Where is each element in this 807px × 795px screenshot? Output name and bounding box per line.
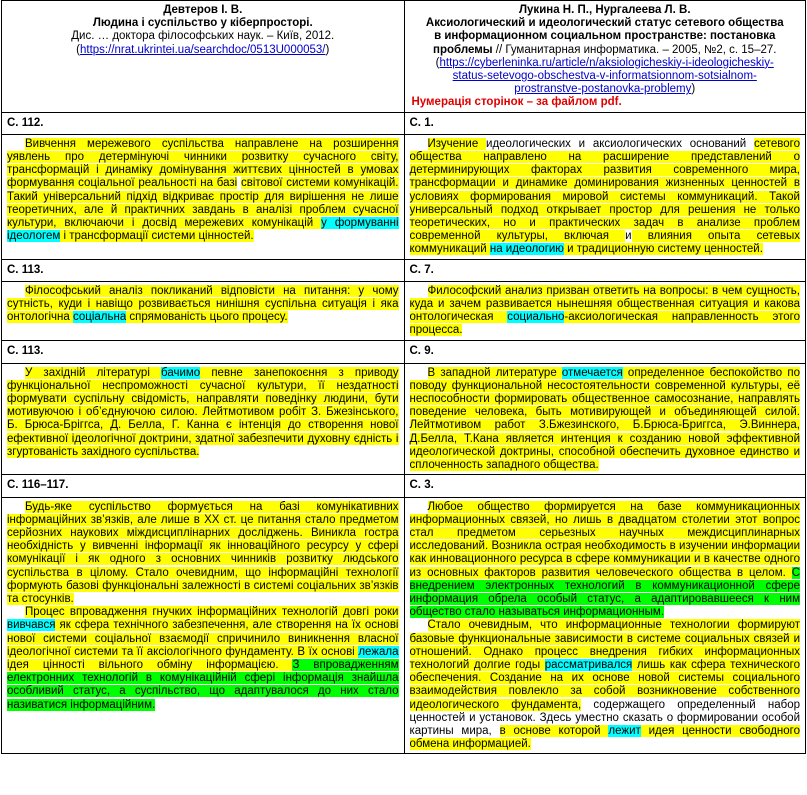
comparison-table bbox=[1, 0, 806, 754]
text-fragment: бачимо bbox=[161, 366, 201, 379]
left-text-cell bbox=[2, 281, 405, 341]
right-source: // Гуманитарная информатика. – 2005, №2, с. 15–27. bbox=[492, 43, 777, 56]
text-fragment: С внедрением электронных технологий в коммуникационной сфере информация обрела особый статус, а адаптировавшееся к ним общество стало называться информационным. bbox=[409, 566, 800, 619]
text-row bbox=[2, 134, 806, 259]
text-fragment: в основе которой bbox=[499, 724, 609, 737]
left-page-label: С. 113. bbox=[2, 341, 405, 363]
right-header-cell: Лукина Н. П., Нургалеева Л. В. Аксиологический и идеологический статус сетевого общества в информационном социальном пространстве: постановка проблемы // Гуманитарная информатика. – 2005, №2, с. 15–27. (https://cyberleninka.ru/article/n/aksiologicheskiy-i-ideologicheskiy- status-setevogo-obschestva-v-informatsionnom-sotsialnom- prostranstve-postanovka-problemy) Нумерація сторінок – за файлом pdf. bbox=[404, 1, 806, 113]
text-fragment: В западной литературе bbox=[427, 366, 562, 379]
text-fragment: и bbox=[625, 230, 632, 243]
page-row bbox=[2, 259, 806, 281]
text-fragment: отмечается bbox=[561, 366, 623, 379]
left-page-label: С. 113. bbox=[2, 259, 405, 281]
left-text-cell bbox=[2, 134, 405, 259]
text-fragment: Будь-яке суспільство формується на базі комунікативних інформаційних зв’язків, але лише в XX ст. це питання стало предметом серйозних наукових міждисциплінарних досліджень. Виникла гостра необхідність у вивченні інформації як інноваційного ресурсу у сфері комунікації і як одного з основних чинників розвитку людського суспільства в цілому. Стало очевидним, що інформаційні технології формують базові функціональні залежності в системі соціальних зв’язків та стосунків. bbox=[7, 500, 399, 605]
text-fragment: Такий універсальний підхід відкриває простір для вирішення не лише теоретичних, але й практичних завдань в аналізі проблем сучасної культури, включаючи і досвід мережевих комунікацій bbox=[7, 190, 399, 230]
text-fragment: систему ценностей. bbox=[657, 243, 763, 256]
text-fragment: рассматривался bbox=[544, 658, 633, 671]
text-fragment: соціальної реальності на базі bbox=[78, 177, 238, 190]
text-fragment: світової системи комунікацій. bbox=[240, 177, 399, 190]
right-title-3: проблемы bbox=[433, 43, 493, 56]
text-fragment: Любое общество формируется на базе коммуникационных информационных связей, но лишь в двадцатом столетии этот вопрос стал предметом серьезных научных междисциплинарных исследований. Возникла острая необходимость в изучении информации как инновационного ресурса в сфере коммуникации и в качестве одного из основных факторов развития человеческого общества в целом. bbox=[409, 500, 800, 579]
left-title: Людина і суспільство у кіберпросторі. bbox=[92, 17, 313, 30]
text-fragment: вивчався bbox=[7, 619, 56, 632]
text-fragment: Процес впровадження гнучких інформаційних технологій довгі роки bbox=[25, 606, 399, 619]
text-fragment: у формуванні ідеологем bbox=[7, 217, 399, 243]
right-author: Лукина Н. П., Нургалеева Л. В. bbox=[518, 4, 691, 16]
page-row bbox=[2, 112, 806, 134]
text-fragment: певне занепокоєння з приводу функціональної неспроможності сучасної культури, її нездатності формувати суспільну свідомість, направляти поведінку людини, бути мотивуючою і об’єднуючою силою. Лейтмотивом робіт З. Бжезінського, Б. Брюса-Бріггса, Д. Белла, Г. Канна є інтенція до створення нової ефективної ідеологічної доктрини, здатної забезпечити духовну єдність і згуртованість західного суспільства. bbox=[7, 366, 399, 458]
text-fragment: Изучение bbox=[427, 137, 487, 150]
text-fragment: Стало очевидным, что информационные технологии формируют базовые функциональные зависимости в системе социальных связей и отношений. bbox=[409, 619, 800, 658]
text-fragment: лишь как сфера технического обеспечения. Создание на их основе новой системы социального взаимодействия повлекло за собой возникновение собственного идеологического фундамента, bbox=[409, 658, 800, 711]
right-title-2: в информационном социальном пространстве: постановка bbox=[434, 30, 776, 43]
text-fragment: Однако процесс внедрения гибких информационных технологий долгие годы bbox=[409, 645, 800, 671]
right-source-link-1[interactable]: https://cyberleninka.ru/article/n/aksiologicheskiy-i-ideologicheskiy- bbox=[439, 56, 774, 69]
right-title-1: Аксиологический и идеологический статус сетевого общества bbox=[425, 17, 784, 30]
left-desc: Дис. … доктора філософських наук. – Київ, 2012. bbox=[71, 30, 335, 43]
text-fragment: социально bbox=[507, 311, 565, 324]
right-text-cell bbox=[404, 281, 806, 341]
text-fragment: идея ценности свободного обмена информацией. bbox=[409, 724, 800, 751]
left-source-link[interactable]: https://nrat.ukrintei.ua/searchdoc/0513U000053/ bbox=[80, 43, 326, 56]
right-page-label: С. 1. bbox=[404, 112, 806, 134]
text-fragment: ідея цінності вільного обміну інформацією. bbox=[7, 658, 293, 671]
page-row bbox=[2, 475, 806, 497]
text-row bbox=[2, 497, 806, 754]
left-author: Девтеров І. В. bbox=[163, 4, 243, 16]
text-fragment: Філософський аналіз покликаний відповісти на питання: у чому сутність, куди і навіщо розвивається нинішня суспільна ситуація і яка онтологічна bbox=[7, 284, 399, 324]
right-source-link-3[interactable]: prostranstve-postanovka-problemy bbox=[514, 83, 692, 96]
left-text-cell bbox=[2, 497, 405, 754]
right-text-cell bbox=[404, 363, 806, 475]
text-fragment: спрямованість цього процесу. bbox=[126, 311, 288, 324]
right-page-label: С. 7. bbox=[404, 259, 806, 281]
page-row bbox=[2, 341, 806, 363]
left-text-cell bbox=[2, 363, 405, 475]
text-fragment: общества направлено на расширение представлений о детерминирующих факторах развития современного мира, трансформации и динамике доминирования жизненных ценностей в условиях формирования мировой системы коммуникаций. Такой универсальный подход открывает простор для решения не только теоретических, но и практических задач в анализе проблем современной культуры, включая bbox=[409, 151, 800, 243]
text-fragment: і трансформації системи цінностей. bbox=[60, 230, 254, 243]
text-fragment: идеологических и аксиологических оснований bbox=[486, 137, 754, 150]
text-fragment: содержащего определенный набор ценностей и установок. Здесь уместно сказать о формировании особой картины мира, bbox=[409, 698, 800, 737]
text-fragment: як сфера технічного забезпечення, але створення на їх основі нової системи соціальної взаємодії спричинило виникнення власної ідеологічної системи та її аксіологічного фундаменту. В їх основі bbox=[7, 619, 399, 658]
text-fragment: З впровадженням електронних технологій в комунікаційній сфері інформація знайшла особливий статус, а суспільство, що адаптувалося до них стало називатися інформаційним. bbox=[7, 658, 399, 711]
text-fragment: Философский анализ призван ответить на вопросы: в чем сущность, куда и зачем развивается нынешняя общественная ситуация и какова онтологическая bbox=[409, 284, 800, 324]
right-page-label: С. 9. bbox=[404, 341, 806, 363]
text-row bbox=[2, 363, 806, 475]
left-header-cell: Девтеров І. В. Людина і суспільство у кіберпросторі. Дис. … доктора філософських наук. – Київ, 2012. (https://nrat.ukrintei.ua/searchdoc/0513U000053/) bbox=[2, 1, 405, 113]
text-fragment: определенное беспокойство по поводу функциональной несостоятельности современной культуры, её неспособности формировать общественное самосознание, направлять поведение человека, быть мотивирующей и объединяющей силой. Лейтмотивом работ З.Бжезинского, Б.Брюса-Бриггса, Э.Виннера, Д.Белла, Т.Кана является интенция к созданию новой эффективной идеологической доктрины, способной обеспечить духовное единство и сплоченность западного общества. bbox=[409, 366, 800, 472]
text-row bbox=[2, 281, 806, 341]
text-fragment: -аксиологическая направленность этого процесса. bbox=[409, 311, 800, 337]
page-numbering-note: Нумерація сторінок – за файлом pdf. bbox=[411, 96, 622, 109]
left-page-label: С. 112. bbox=[2, 112, 405, 134]
right-source-link-2[interactable]: status-setevogo-obschestva-v-informatsionnom-sotsialnom- bbox=[452, 70, 757, 83]
text-fragment: на идеологию bbox=[489, 243, 564, 256]
text-fragment: опыта сетевых коммуникаций bbox=[409, 230, 800, 256]
text-fragment: лежит bbox=[608, 724, 641, 737]
text-fragment: соціальна bbox=[72, 311, 127, 324]
right-text-cell bbox=[404, 134, 806, 259]
text-fragment: сетевого bbox=[754, 137, 801, 150]
text-fragment: влияния bbox=[631, 230, 709, 243]
text-fragment: Вивчення мережевого суспільства направлене на розширення уявлень про детермінуючі чинники розвитку сучасного світу, трансформацій і динаміку домінування життєвих цінностей в умовах формування bbox=[7, 137, 399, 190]
right-text-cell bbox=[404, 497, 806, 754]
left-page-label: С. 116–117. bbox=[2, 475, 405, 497]
text-fragment: лежала bbox=[358, 645, 399, 658]
text-fragment: и традиционную bbox=[563, 243, 658, 256]
right-page-label: С. 3. bbox=[404, 475, 806, 497]
header-row bbox=[2, 1, 806, 113]
text-fragment: У західній літературі bbox=[25, 366, 162, 379]
